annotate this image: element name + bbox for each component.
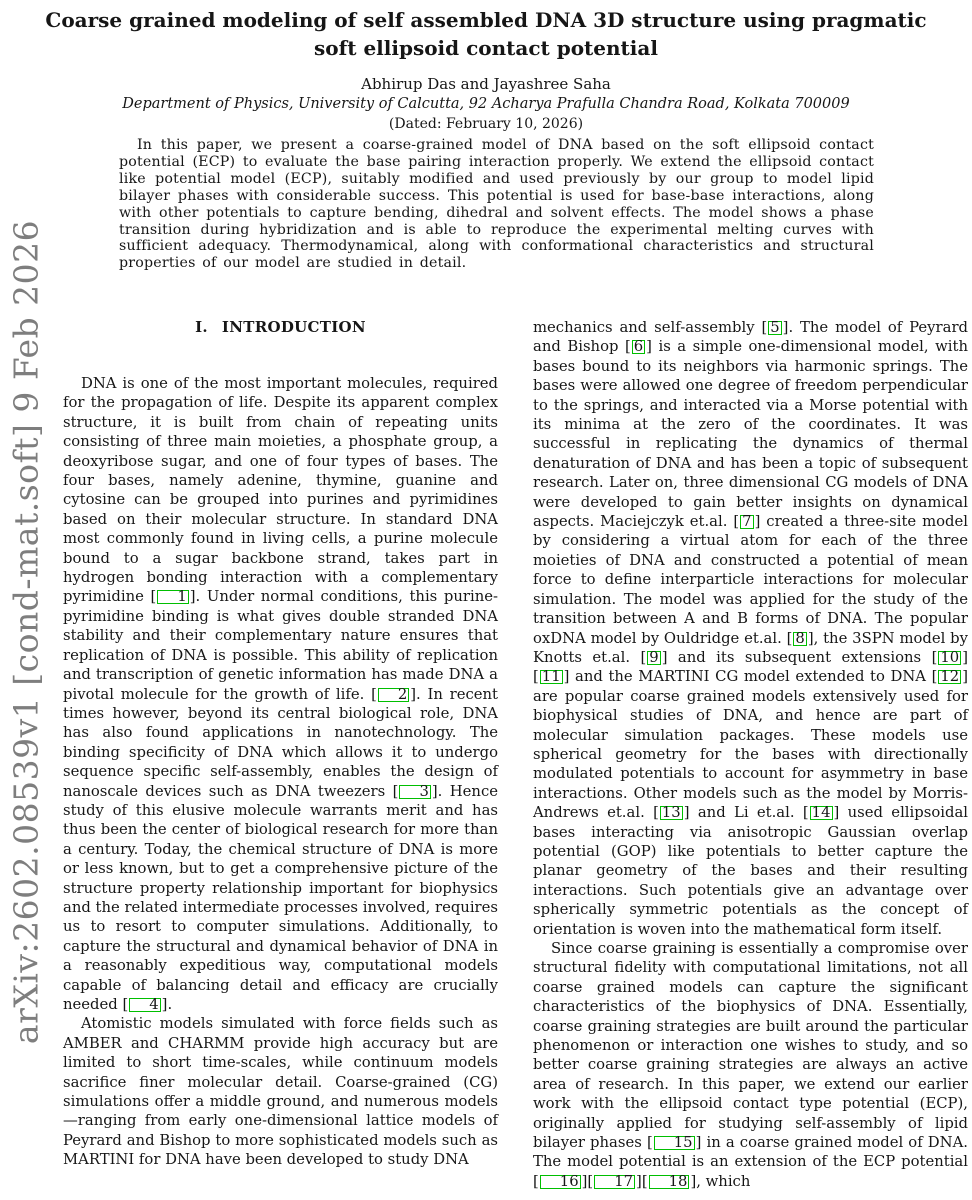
citation-number[interactable]: 1 (157, 590, 188, 604)
left-column (63, 318, 498, 1191)
paragraph: mechanics and self-assembly [ 5 ]. The model of Peyrard and Bishop [ 6 ] is a simple one-dimensional model, with bases bound to its neighbors via harmonic springs. The bases were allowed one degree of freedom perpendicular to the springs, and interacted via a Morse potential with its minima at the zero of the coordinates. It was successful in replicating the dynamics of thermal denaturation of DNA and has been a topic of subsequent research. Later on, three dimensional CG models of DNA were developed to gain better insights on dynamical aspects. Maciejczyk et.al. [ 7 ] created a three-site model by considering a virtual atom for each of the three moieties of DNA and constructed a potential of mean force to define interparticle interactions for molecular simulation. The model was applied for the study of the transition between A and B forms of DNA. The popular oxDNA model by Ouldridge et.al. [ 8 ], the 3SPN model by Knotts et.al. [ 9 ] and its subsequent extensions [ 10 ] [ 11 ] and the MARTINI CG model extended to DNA [ 12 ] are popular coarse grained models extensively used for biophysical studies of DNA, and hence are part of molecular simulation packages. These models use spherical geometry for the bases with directionally modulated potentials to account for asymmetry in base interactions. Other models such as the model by Morris-Andrews et.al. [ 13 ] and Li et.al. [ 14 ] used ellipsoidal bases interacting via anisotropic Gaussian overlap potential (GOP) like potentials to better capture the planar geometry of the bases and their resulting interactions. Such potentials give an advantage over spherically symmetric potentials as the concept of orientation is woven into the mathematical form itself. (533, 319, 969, 938)
two-column-body (63, 318, 968, 1191)
paper-affiliation: Department of Physics, University of Calcutta, 92 Acharya Prafulla Chandra Road, Kolkata 700009 (122, 96, 850, 112)
abstract (119, 137, 874, 272)
citation-link[interactable]: [ 18 ] (641, 1172, 697, 1190)
citation-link[interactable]: [ 8 ] (786, 629, 814, 647)
citation-link[interactable]: [ 13 ] (653, 804, 690, 822)
citation-link[interactable]: [ 10 ] (931, 648, 968, 666)
citation-link[interactable]: [ 4 ] (122, 996, 168, 1013)
section-number: I. (195, 318, 208, 336)
citation-number[interactable]: 9 (649, 648, 659, 666)
citation-number[interactable]: 16 (540, 1175, 581, 1189)
citation-number[interactable]: 17 (594, 1175, 635, 1189)
section-heading-introduction (63, 318, 498, 337)
citation-number[interactable]: 7 (742, 513, 752, 531)
citation-link[interactable]: [ 2 ] (371, 685, 417, 703)
citation-link[interactable]: [ 9 ] (640, 648, 668, 666)
citation-number[interactable]: 11 (541, 668, 561, 686)
paragraph: Since coarse graining is essentially a compromise over structural fidelity with computational limitations, not all coarse grained models can capture the significant characteristics of the biophysics of DNA. Essentially, coarse graining strategies are built around the particular phenomenon or interaction one wishes to study, and so better coarse graining strategies are always an active area of research. In this paper, we extend our earlier work with the ellipsoid contact type potential (ECP), originally applied for studying self-assembly of lipid bilayer phases [ 15 ] in a coarse grained model of DNA. The model potential is an extension of the ECP potential [ 16 ][ 17 ][ 18 ], which (533, 940, 969, 1190)
citation-number[interactable]: 14 (811, 804, 831, 822)
citation-number[interactable]: 2 (378, 688, 409, 702)
citation-link[interactable]: [ 6 ] (624, 338, 652, 356)
citation-number[interactable]: 8 (795, 629, 805, 647)
right-column-text (533, 318, 968, 1191)
arxiv-watermark: arXiv:2602.08539v1 [cond-mat.soft] 9 Feb 2026 (6, 219, 46, 1045)
section-title: INTRODUCTION (221, 318, 366, 336)
citation-link[interactable]: [ 16 ] (533, 1172, 588, 1190)
citation-number[interactable]: 10 (940, 648, 960, 666)
citation-link[interactable]: [ 12 ] (931, 668, 968, 686)
citation-link[interactable]: [ 1 ] (150, 588, 196, 606)
citation-number[interactable]: 3 (399, 785, 430, 799)
citation-number[interactable]: 13 (661, 804, 681, 822)
paper-header (0, 6, 972, 132)
citation-link[interactable]: [ 15 ] (646, 1134, 702, 1152)
citation-link[interactable]: [ 7 ] (733, 513, 761, 531)
citation-link[interactable]: [ 17 ] (587, 1172, 642, 1190)
citation-number[interactable]: 12 (940, 668, 960, 686)
citation-link[interactable]: [ 3 ] (392, 782, 438, 800)
citation-link[interactable]: [ 14 ] (802, 804, 840, 822)
citation-number[interactable]: 5 (770, 319, 780, 336)
citation-link[interactable]: [ 5 ] (761, 319, 789, 336)
paragraph: DNA is one of the most important molecules, required for the propagation of life. Despite its apparent complex structure, it is built from chain of repeating units consisting of three main moieties, a phosphate group, a deoxyribose sugar, and one of four types of bases. The four bases, namely adenine, thymine, guanine and cytosine can be grouped into purines and pyrimidines based on their molecular structure. In standard DNA most commonly found in living cells, a purine molecule bound to a sugar backbone strand, takes part in hydrogen bonding interaction with a complementary pyrimidine [ 1 ]. Under normal conditions, this purine-pyrimidine binding is what gives double stranded DNA stability and their complementary nature ensures that replication of DNA is possible. This ability of replication and transcription of genetic information has made DNA a pivotal molecule for the growth of life. [ 2 ]. In recent times however, beyond its central biological role, DNA has also found applications in nanotechnology. The binding specificity of DNA which allows it to undergo sequence specific self-assembly, enables the design of nanoscale devices such as DNA tweezers [ 3 ]. Hence study of this elusive molecule warrants merit and has thus been the center of biological research for more than a century. Today, the chemical structure of DNA is more or less known, but to get a comprehensive picture of the structure property relationship important for biophysics and the related intermediate processes involved, requires us to resort to computer simulations. Additionally, to capture the structural and dynamical behavior of DNA in a reasonably expeditious way, computational models capable of balancing detail and efficacy are crucially needed [ 4 ]. (63, 375, 498, 1013)
paper-authors: Abhirup Das and Jayashree Saha (361, 75, 611, 93)
paper-title: Coarse grained modeling of self assembled DNA 3D structure using pragmatic soft ellipsoid contact potential (45, 8, 927, 60)
paragraph: Atomistic models simulated with force fields such as AMBER and CHARMM provide high accuracy but are limited to short time-scales, while continuum models sacrifice finer molecular detail. Coarse-grained (CG) simulations offer a middle ground, and numerous models—ranging from early one-dimensional lattice models of Peyrard and Bishop to more sophisticated models such as MARTINI for DNA have been developed to study DNA (63, 1015, 498, 1169)
citation-number[interactable]: 4 (129, 998, 160, 1012)
citation-number[interactable]: 15 (654, 1136, 695, 1150)
abstract-text: In this paper, we present a coarse-grained model of DNA based on the soft ellipsoid contact potential (ECP) to evaluate the base pairing interaction properly. We extend the ellipsoid contact like potential model (ECP), suitably modified and used previously by our group to model lipid bilayer phases with considerable success. This potential is used for base-base interactions, along with other potentials to capture bending, dihedral and solvent effects. The model shows a phase transition during hybridization and is able to reproduce the experimental melting curves with sufficient adequacy. Thermodynamical, along with conformational characteristics and structural properties of our model are studied in detail. (119, 137, 874, 272)
right-column (533, 318, 968, 1191)
citation-link[interactable]: [ 11 ] (533, 668, 570, 686)
paper-date: (Dated: February 10, 2026) (388, 116, 584, 132)
left-column-text (63, 374, 498, 1170)
citation-number[interactable]: 6 (633, 338, 644, 356)
citation-number[interactable]: 18 (649, 1175, 690, 1189)
